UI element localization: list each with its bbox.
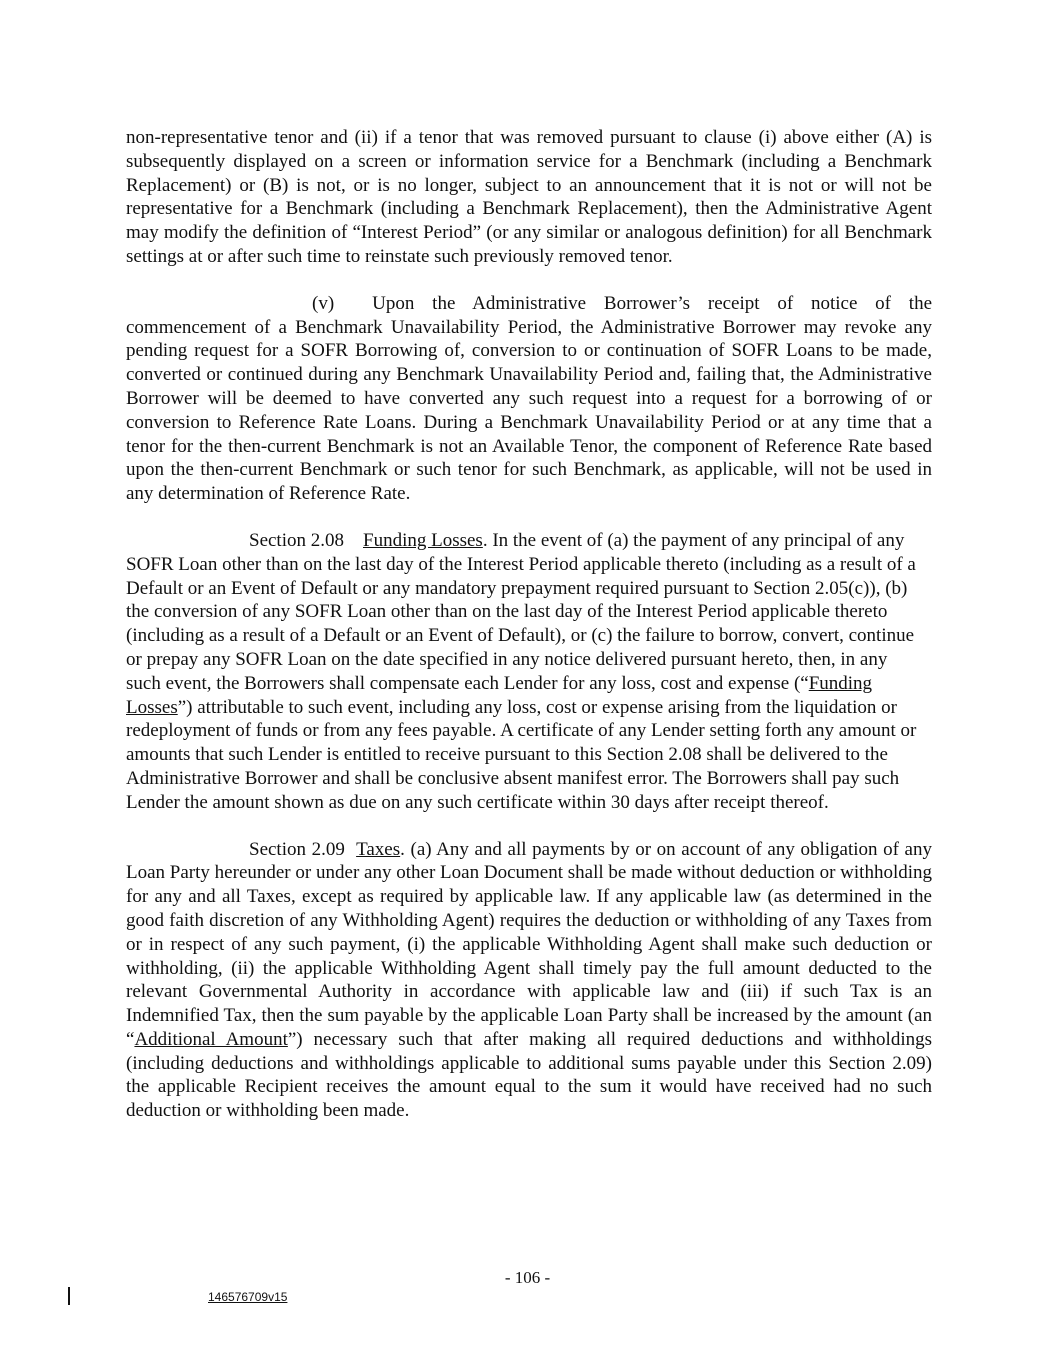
defined-term: Additional Amount xyxy=(134,1028,288,1050)
document-id: 146576709v15 xyxy=(208,1290,288,1304)
section-number: Section 2.08 xyxy=(249,529,344,551)
section-text: . In the event of (a) the payment of any principal of any SOFR Loan other than on the last day of the Interest Period applicable thereto (including as a result of a Default or an Event of Default or any mandatory prepayment required pursuant to Section 2.05(c)), (b) the conversion of any SOFR Loan other than on the last day of the Interest Period applicable thereto (including as a result of a Default or an Event of Default), or (c) the failure to borrow, convert, continue or prepay any SOFR Loan on the date specified in any notice delivered pursuant hereto, then, in any such event, the Borrowers shall compensate each Lender for any loss, cost and expense (“ xyxy=(126,529,916,694)
clause-v-text: Upon the Administrative Borrower’s receipt of notice of the commencement of a Benchmark Unavailability Period, the Administrative Borrower may revoke any pending request for a SOFR Borrowing of, conversion to or continuation of SOFR Loans to be made, converted or continued during any Benchmark Unavailability Period and, failing that, the Administrative Borrower will be deemed to have converted any such request into a request for a borrowing of or conversion to Reference Rate Loans. During a Benchmark Unavailability Period or at any time that a tenor for the then-current Benchmark is not an Available Tenor, the component of Reference Rate based upon the then-current Benchmark or such tenor for such Benchmark, as applicable, will not be used in any determination of Reference Rate. xyxy=(126,292,932,505)
section-2-08 xyxy=(126,529,922,815)
page-number: - 106 - xyxy=(504,1268,551,1287)
defined-term: Funding Losses xyxy=(126,672,873,718)
section-text: ”) necessary such that after making all required deductions and withholdings (including deductions and withholdings applicable to additional sums payable under this Section 2.09) the applicable Recipient receives the amount equal to the sum it would have received had no such deduction or withholding been made. xyxy=(126,1028,932,1122)
section-2-09 xyxy=(126,838,932,1124)
paragraph-tenor: non-representative tenor and (ii) if a tenor that was removed pursuant to clause (i) above either (A) is subsequently displayed on a screen or information service for a Benchmark (including a Benchmark Replacement) or (B) is not, or is no longer, subject to an announcement that it is not or will not be representative for a Benchmark (including a Benchmark Replacement), then the Administrative Agent may modify the definition of “Interest Period” (or any similar or analogous definition) for all Benchmark settings at or after such time to reinstate such previously removed tenor. xyxy=(126,127,932,267)
clause-label: (v) xyxy=(312,292,335,314)
document-body xyxy=(126,126,932,1146)
section-number: Section 2.09 xyxy=(249,838,345,860)
section-text: ”) attributable to such event, including any loss, cost or expense arising from the liquidation or redeployment of funds or from any fees payable. A certificate of any Lender setting forth any amount or amounts that such Lender is entitled to receive pursuant to this Section 2.08 shall be delivered to the Administrative Borrower and shall be conclusive absent manifest error. The Borrowers shall pay such Lender the amount shown as due on any such certificate within 30 days after receipt thereof. xyxy=(126,696,917,813)
paragraph-v xyxy=(126,292,932,506)
section-text: . (a) Any and all payments by or on account of any obligation of any Loan Party hereunder or under any other Loan Document shall be made without deduction or withholding for any and all Taxes, except as required by applicable law. If any applicable law (as determined in the good faith discretion of any Withholding Agent) requires the deduction or withholding of any Taxes from or in respect of any such payment, (i) the applicable Withholding Agent shall make such deduction or withholding, (ii) the applicable Withholding Agent shall timely pay the full amount deducted to the relevant Governmental Authority in accordance with applicable law and (iii) if such Tax is an Indemnified Tax, then the sum payable by the applicable Loan Party shall be increased by the amount (an “ xyxy=(126,838,932,1050)
section-heading: Funding Losses xyxy=(363,529,483,551)
revision-bar xyxy=(68,1287,70,1305)
section-heading: Taxes xyxy=(356,838,401,860)
